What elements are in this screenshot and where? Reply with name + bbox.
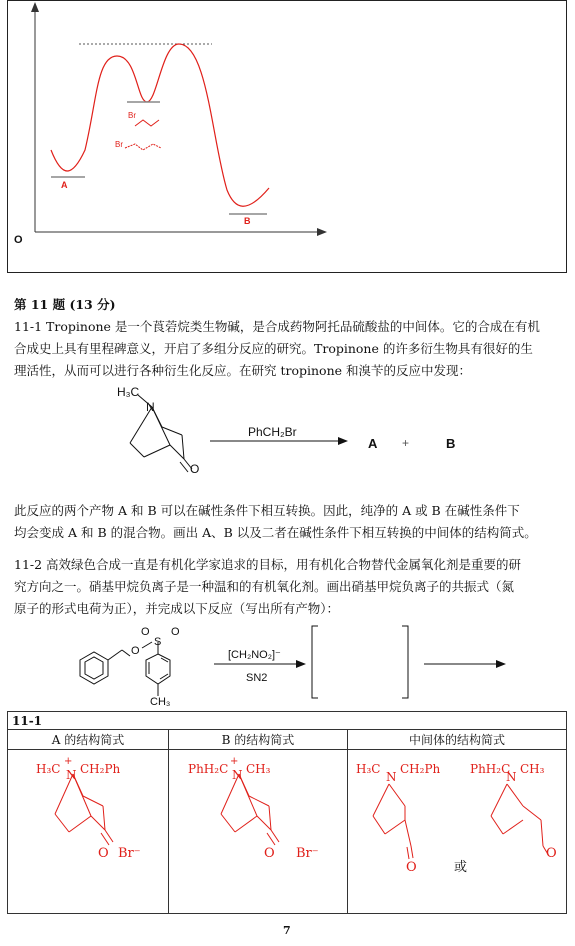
mid2-o: O <box>546 846 557 861</box>
a-plus: + <box>64 756 73 767</box>
reaction-arrow-1 <box>210 435 350 447</box>
reagent-1: PhCH₂Br <box>248 425 297 439</box>
tropinone-o: O <box>190 462 200 476</box>
mid2-sub-left: PhH₂C <box>470 762 511 776</box>
sulfonate-s: S <box>154 636 162 648</box>
b-n: N <box>232 768 243 782</box>
mid1-n: N <box>386 770 397 784</box>
a-sub-right: CH₂Ph <box>80 762 121 776</box>
energy-diagram <box>7 0 567 273</box>
col-mid-header: 中间体的结构简式 <box>348 730 567 750</box>
mid1-o: O <box>406 860 417 875</box>
b-o: O <box>264 846 275 861</box>
a-sub-left: H₃C <box>36 762 61 776</box>
sulfonate-o1: O <box>141 626 150 638</box>
reaction-arrow-2 <box>214 658 308 670</box>
product-a: A <box>368 436 378 451</box>
para1-line1: 11-1 Tropinone 是一个莨菪烷类生物碱，是合成药物阿托品硫酸盐的中间体。它的合成在有机 <box>14 319 540 334</box>
para1-line3: 理活性，从而可以进行各种衍生化反应。在研究 tropinone 和溴苄的反应中发现： <box>14 363 471 378</box>
col-a-header: A 的结构简式 <box>8 730 169 750</box>
a-n: N <box>66 768 77 782</box>
answer-table-title: 11-1 <box>8 712 567 730</box>
point-b-label: B <box>244 216 251 226</box>
plus-sign: + <box>402 436 410 450</box>
or-text: 或 <box>454 860 468 875</box>
mid2-n: N <box>506 770 517 784</box>
bracket-box <box>310 624 410 700</box>
b-plus: + <box>230 756 239 767</box>
page-number: 7 <box>283 924 291 937</box>
benzyl-tosylate-structure <box>70 620 210 712</box>
product-b: B <box>446 436 456 451</box>
reaction-arrow-3 <box>424 658 508 670</box>
origin-label: O <box>14 234 23 246</box>
b-sub-left: PhH₂C <box>188 762 229 776</box>
para3-line2: 究方向之一。硝基甲烷负离子是一种温和的有机氧化剂。画出硝基甲烷负离子的共振式（氮 <box>14 579 515 594</box>
point-a-label: A <box>61 180 68 190</box>
reagent-2-bottom: SN2 <box>246 672 268 684</box>
a-o: O <box>98 846 109 861</box>
a-counter: Br⁻ <box>118 846 141 861</box>
sulfonate-o3: O <box>131 645 140 657</box>
methyl-label: CH₃ <box>150 696 171 708</box>
tropinone-n: N <box>146 400 155 414</box>
mid1-sub-left: H₃C <box>356 762 381 776</box>
para2-line2: 均会变成 A 和 B 的混合物。画出 A、B 以及二者在碱性条件下相互转换的中间体的结构简式。 <box>14 525 537 540</box>
para1-line2: 合成史上具有里程碑意义，开启了多组分反应的研究。Tropinone 的许多衍生物具有很好的生 <box>14 341 533 356</box>
sulfonate-o2: O <box>171 626 180 638</box>
intermediate-label-2: Br <box>115 140 123 149</box>
para2-line1: 此反应的两个产物 A 和 B 可以在碱性条件下相互转换。因此，纯净的 A 或 B 在碱性条件下 <box>14 503 520 518</box>
mid1-sub-right: CH₂Ph <box>400 762 441 776</box>
mid2-sub-right: CH₃ <box>520 762 545 776</box>
question-heading: 第 11 题 (13 分) <box>14 297 116 312</box>
b-counter: Br⁻ <box>296 846 319 861</box>
b-sub-right: CH₃ <box>246 762 271 776</box>
col-b-header: B 的结构简式 <box>169 730 348 750</box>
para3-line1: 11-2 高效绿色合成一直是有机化学家追求的目标，用有机化合物替代金属氧化剂是重要的研 <box>14 557 522 572</box>
tropinone-methyl: H₃C <box>117 385 140 399</box>
reagent-2-top: [CH₂NO₂]⁻ <box>228 649 281 661</box>
intermediate-label-1: Br <box>128 111 136 120</box>
para3-line3: 原子的形式电荷为正），并完成以下反应（写出所有产物）： <box>14 601 340 616</box>
